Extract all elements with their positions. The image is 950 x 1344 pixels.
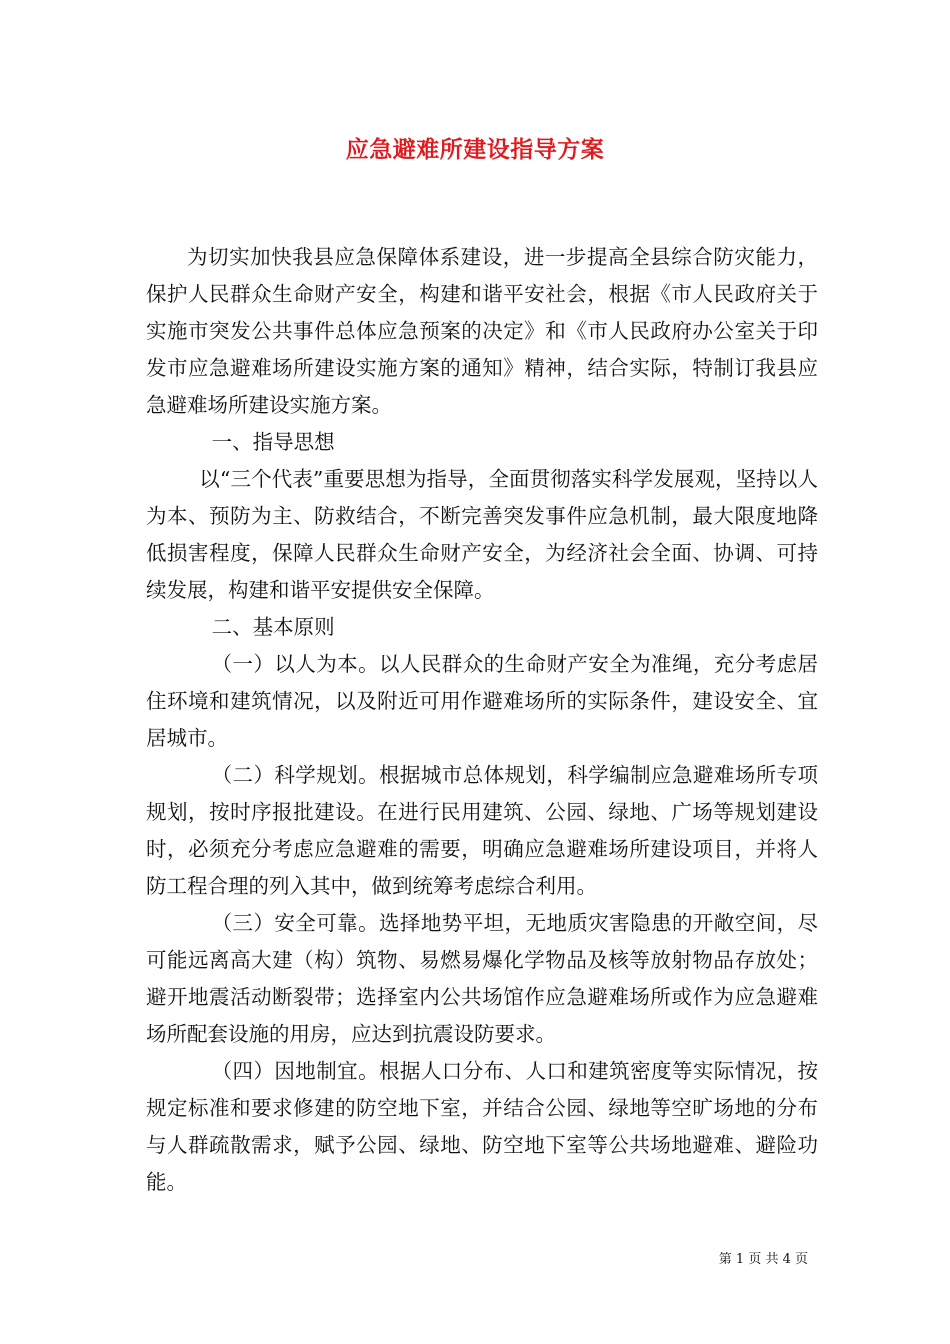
section-heading-guiding-ideology: 一、指导思想	[211, 430, 335, 454]
page-number: 第 1 页 共 4 页	[718, 1252, 808, 1267]
intro-paragraph: 为切实加快我县应急保障体系建设，进一步提高全县综合防灾能力，保护人民群众生命财产安全，构建和谐平安社会，根据《市人民政府关于实施市突发公共事件总体应急预案的决定》和《市人民政府办公室关于印发市应急避难场所建设实施方案的通知》精神，结合实际，特制订我县应急避难场所建设实施方案。	[146, 245, 818, 417]
principle-3-paragraph: （三）安全可靠。选择地势平坦，无地质灾害隐患的开敞空间，尽可能远离高大建（构）筑物、易燃易爆化学物品及核等放射物品存放处；避开地震活动断裂带；选择室内公共场馆作应急避难场所或作为应急避难场所配套设施的用房，应达到抗震设防要求。	[146, 911, 818, 1046]
document-body	[146, 239, 818, 1201]
section-heading-basic-principles: 二、基本原则	[211, 615, 335, 639]
principle-1-paragraph: （一）以人为本。以人民群众的生命财产安全为准绳，充分考虑居住环境和建筑情况，以及附近可用作避难场所的实际条件，建设安全、宜居城市。	[146, 652, 818, 750]
principle-4-paragraph: （四）因地制宜。根据人口分布、人口和建筑密度等实际情况，按规定标准和要求修建的防空地下室，并结合公园、绿地等空旷场地的分布与人群疏散需求，赋予公园、绿地、防空地下室等公共场地避难、避险功能。	[146, 1059, 818, 1194]
principle-2-paragraph: （二）科学规划。根据城市总体规划，科学编制应急避难场所专项规划，按时序报批建设。在进行民用建筑、公园、绿地、广场等规划建设时，必须充分考虑应急避难的需要，明确应急避难场所建设项目，并将人防工程合理的列入其中，做到统筹考虑综合利用。	[146, 763, 818, 898]
document-title: 应急避难所建设指导方案	[345, 136, 605, 163]
guiding-ideology-paragraph: 以“三个代表”重要思想为指导，全面贯彻落实科学发展观，坚持以人为本、预防为主、防救结合，不断完善突发事件应急机制，最大限度地降低损害程度，保障人民群众生命财产安全，为经济社会全面、协调、可持续发展，构建和谐平安提供安全保障。	[146, 467, 818, 602]
